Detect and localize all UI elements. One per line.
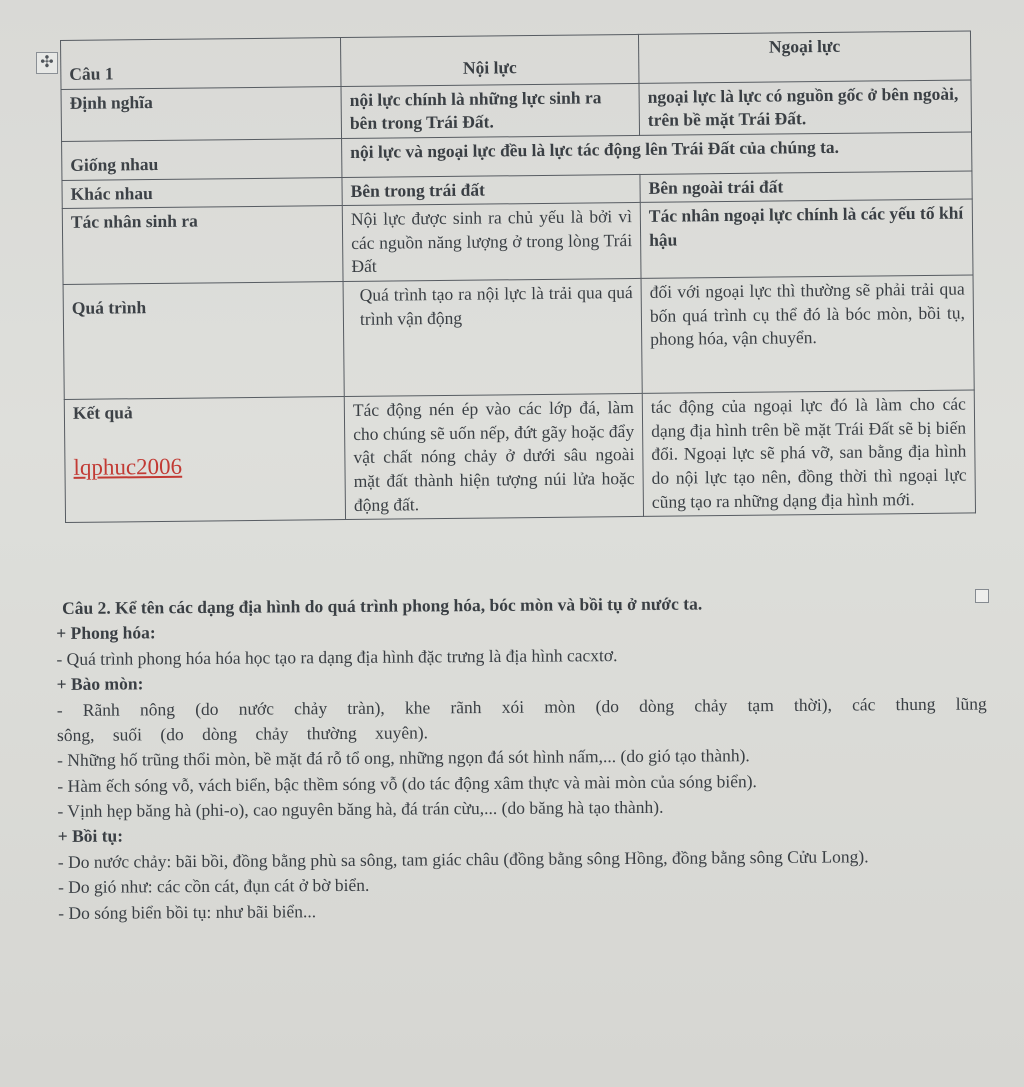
table-row-agent — [62, 199, 973, 284]
move-arrows-icon[interactable]: ✣ — [36, 52, 58, 74]
header-cau-1: Câu 1 — [61, 38, 341, 90]
table-row-process — [63, 275, 974, 400]
question-2-section — [56, 590, 988, 926]
question-2-title: Câu 2. Kể tên các dạng địa hình do quá trình phong hóa, bóc mòn và bồi tụ ở nước ta. — [62, 593, 703, 618]
boi-tu-item-3: - Do sóng biển bồi tụ: như bãi biển... — [58, 900, 317, 923]
label-agent: Tác nhân sinh ra — [62, 206, 343, 285]
result-noi-luc: Tác động nén ép vào các lớp đá, làm cho chúng sẽ uốn nếp, đứt gãy hoặc đẩy vật chất nóng chảy ở dưới sâu ngoài mặt đất thành hiện tượng núi lửa hoặc động đất. — [344, 393, 643, 519]
header-noi-luc: Nội lực — [340, 34, 638, 86]
definition-noi-luc: nội lực chính là những lực sinh ra bên trong Trái Đất. — [341, 83, 640, 138]
agent-noi-luc: Nội lực được sinh ra chủ yếu là bởi vì các nguồn năng lượng ở trong lòng Trái Đất — [342, 203, 641, 282]
label-definition: Định nghĩa — [61, 86, 342, 141]
bao-mon-heading: + Bào mòn: — [56, 673, 144, 695]
table-row-definition — [61, 80, 971, 142]
result-ngoai-luc: tác động của ngoại lực đó là làm cho các dạng địa hình trên bề mặt Trái Đất sẽ bị biến đổi. Ngoại lực sẽ phá vỡ, san bằng địa hình do nội lực tạo nên, đồng thời thì ngoại lực cũng tạo ra những dạng địa hình mới. — [642, 390, 975, 517]
label-different: Khác nhau — [62, 177, 342, 209]
label-process: Quá trình — [63, 282, 344, 400]
table-row-result — [64, 390, 975, 523]
label-similar: Giống nhau — [62, 138, 342, 180]
label-result: Kết quả — [72, 402, 133, 423]
phong-hoa-item: - Quá trình phong hóa hóa học tạo ra dạng địa hình đặc trưng là địa hình cacxtơ. — [56, 644, 618, 669]
similar-text: nội lực và ngoại lực đều là lực tác động lên Trái Đất của chúng ta. — [342, 132, 972, 177]
bao-mon-item-4: - Vịnh hẹp băng hà (phi-o), cao nguyên băng hà, đá trán cừu,... (do băng hà tạo thành). — [57, 796, 664, 821]
result-label-cell — [64, 397, 345, 523]
boi-tu-item-2: - Do gió như: các cồn cát, đụn cát ở bờ biển. — [57, 874, 370, 898]
phong-hoa-heading: + Phong hóa: — [56, 622, 156, 644]
bao-mon-item-1: - Rãnh nông (do nước chảy tràn), khe rãnh xói mòn (do dòng chảy tạm thời), các thung lũng sông, suối (do dòng chảy thường xuyên). — [56, 693, 987, 745]
comparison-table — [60, 30, 976, 523]
author-watermark: lqphuc2006 — [73, 453, 183, 480]
different-noi-luc: Bên trong trái đất — [342, 174, 640, 206]
different-ngoai-luc: Bên ngoài trái đất — [640, 170, 972, 202]
process-ngoai-luc: đối với ngoại lực thì thường sẽ phải trải qua bốn quá trình cụ thể đó là bóc mòn, bồi tụ, phong hóa, vận chuyển. — [641, 275, 974, 393]
boi-tu-heading: + Bồi tụ: — [57, 825, 124, 847]
definition-ngoai-luc: ngoại lực là lực có nguồn gốc ở bên ngoài, trên bề mặt Trái Đất. — [639, 80, 972, 136]
process-noi-luc: Quá trình tạo ra nội lực là trải qua quá trình vận động — [343, 278, 642, 396]
bao-mon-item-2: - Những hố trũng thổi mòn, bề mặt đá rỗ tổ ong, những ngọn đá sót hình nấm,... (do gió tạo thành). — [57, 745, 750, 771]
boi-tu-item-1: - Do nước chảy: bãi bồi, đồng bằng phù sa sông, tam giác châu (đồng bằng sông Hồng, đồng bằng sông Cửu Long). — [57, 846, 869, 872]
bao-mon-item-3: - Hàm ếch sóng vỗ, vách biển, bậc thềm sóng vỗ (do tác động xâm thực và mài mòn của sóng biển). — [57, 770, 757, 796]
agent-ngoai-luc: Tác nhân ngoại lực chính là các yếu tố khí hậu — [640, 199, 973, 278]
header-ngoai-luc: Ngoại lực — [638, 31, 970, 83]
